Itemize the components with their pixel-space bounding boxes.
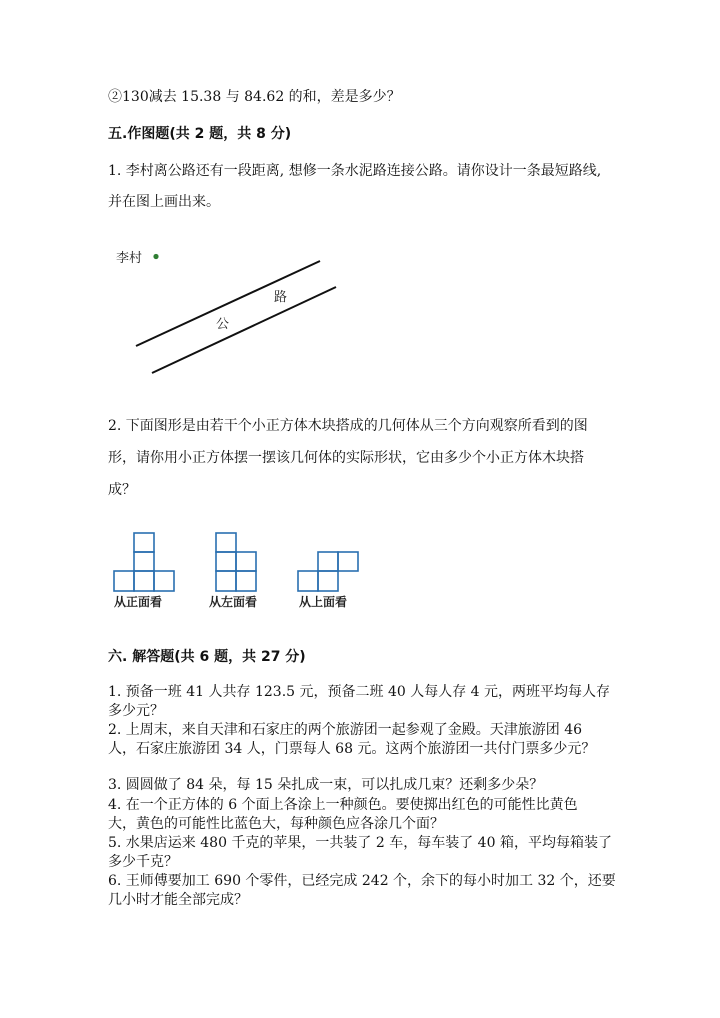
section6-q4-line1: 4. 在一个正方体的 6 个面上各涂上一种颜色。要使掷出红色的可能性比黄色	[108, 797, 578, 813]
section5-title: 五.作图题(共 2 题，共 8 分)	[108, 126, 292, 142]
front-view-square	[114, 571, 134, 591]
road-char-gong: 公	[216, 317, 230, 332]
section6-q1-line2: 多少元？	[108, 703, 164, 719]
section5-q2-line2: 形，请你用小正方体摆一摆该几何体的实际形状，它由多少个小正方体木块搭	[108, 450, 584, 466]
top-view-square	[318, 552, 338, 571]
front-view-square	[134, 571, 154, 591]
front-view-square	[134, 533, 154, 552]
top-view-grid	[298, 552, 358, 591]
front-view-square	[154, 571, 174, 591]
left-view-square	[236, 571, 256, 591]
section6-q2-line2: 人，石家庄旅游团 34 人，门票每人 68 元。这两个旅游团一共付门票多少元？	[108, 741, 596, 757]
top-view-square	[318, 571, 338, 591]
left-view-square	[216, 552, 236, 571]
section5-q1-line1: 1. 李村离公路还有一段距离, 想修一条水泥路连接公路。请你设计一条最短路线,	[108, 163, 602, 179]
left-view-square	[216, 571, 236, 591]
village-label: 李村	[116, 251, 143, 266]
caption-left-view: 从左面看	[209, 595, 258, 609]
road-char-lu: 路	[274, 290, 288, 305]
top-question: ②130减去 15.38 与 84.62 的和，差是多少？	[108, 89, 401, 105]
section6-q6-line1: 6. 王师傅要加工 690 个零件，已经完成 242 个，余下的每小时加工 32 个，还要	[108, 873, 616, 889]
left-view-square	[216, 533, 236, 552]
section6-q5-line1: 5. 水果店运来 480 千克的苹果，一共装了 2 车，每车装了 40 箱，平均每箱装了	[108, 835, 612, 851]
top-view-square	[338, 552, 358, 571]
section6-title: 六. 解答题(共 6 题，共 27 分)	[108, 649, 306, 665]
front-view-grid	[114, 533, 174, 591]
top-view-square	[298, 571, 318, 591]
left-view-square	[236, 552, 256, 571]
section6-q2-line1: 2. 上周末，来自天津和石家庄的两个旅游团一起参观了金殿。天津旅游团 46	[108, 722, 583, 738]
section6-q5-line2: 多少千克？	[108, 854, 178, 870]
front-view-square	[134, 552, 154, 571]
section6-q3: 3. 圆圆做了 84 朵，每 15 朵扎成一束，可以扎成几束？还剩多少朵？	[108, 777, 544, 793]
section5-q2-line1: 2. 下面图形是由若干个小正方体木块搭成的几何体从三个方向观察所看到的图	[108, 418, 588, 434]
left-view-grid	[216, 533, 256, 591]
section5-q1-line2: 并在图上画出来。	[108, 194, 220, 210]
caption-front-view: 从正面看	[114, 595, 163, 609]
caption-top-view: 从上面看	[299, 595, 348, 609]
section6-q4-line2: 大，黄色的可能性比蓝色大，每种颜色应各涂几个面？	[108, 816, 444, 832]
section6-q6-line2: 几小时才能全部完成？	[108, 892, 248, 908]
section6-q1-line1: 1. 预备一班 41 人共存 123.5 元，预备二班 40 人每人存 4 元，两班平均每人存	[108, 684, 611, 700]
section5-q2-line3: 成？	[108, 482, 136, 498]
